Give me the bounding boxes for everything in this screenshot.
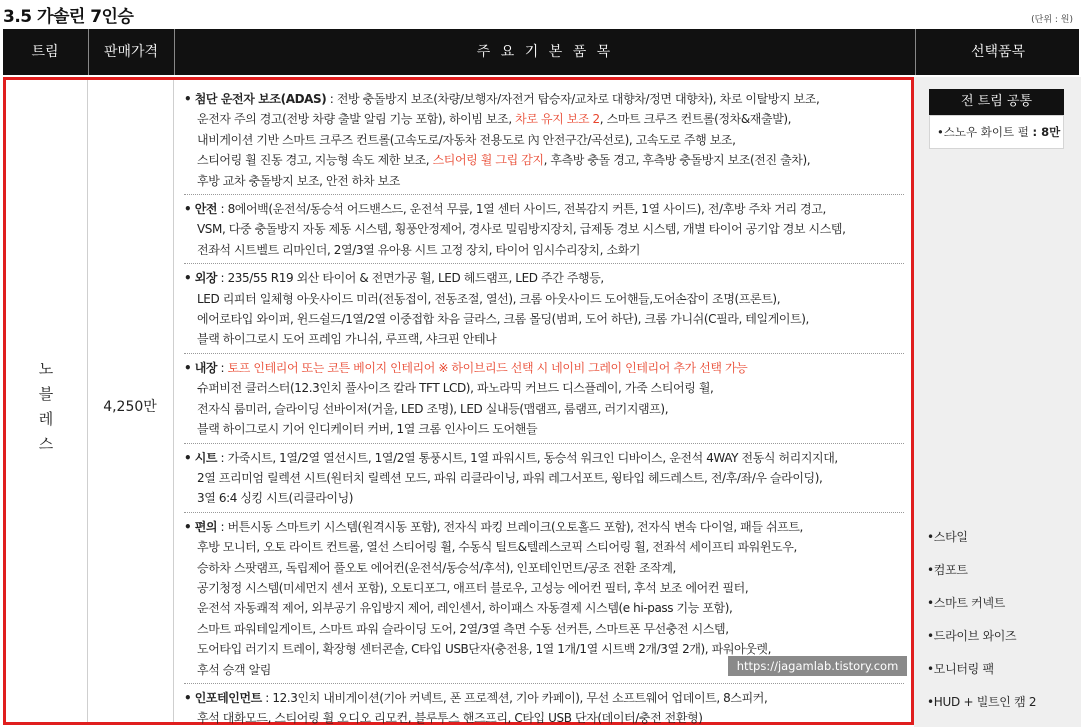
section-label: 편의: [194, 519, 218, 534]
section-text: 3열 6:4 싱킹 시트(리클라이닝): [197, 491, 354, 506]
section-text: 도어타입 러기지 트레이, 확장형 센터콘솔, C타입 USB단자(충전용, 1열 1개/1열 시트백 2개/3열 2개), 파워아웃렛,: [197, 642, 772, 657]
section-text: 전자식 룸미러, 슬라이딩 선바이저(거울, LED 조명), LED 실내등(맵램프, 룸램프, 러기지램프),: [197, 401, 669, 416]
section-text: , 후측방 충돌 경고, 후측방 충돌방지 보조(전진 출차),: [543, 153, 811, 168]
section-text: 후석 승객 알림: [197, 662, 271, 677]
option-item: •스마트 커넥트: [927, 596, 1006, 610]
common-option-item: [929, 115, 1064, 149]
section-text: 스마트 파워테일게이트, 스마트 파워 슬라이딩 도어, 2열/3열 측면 수동 선커튼, 스마트폰 무선충전 시스템,: [197, 621, 729, 636]
section-divider: [184, 512, 904, 513]
section-text: 스티어링 휠 진동 경고, 지능형 속도 제한 보조,: [197, 153, 433, 168]
section-divider: [184, 263, 904, 264]
unit-note: (단위 : 원): [1031, 15, 1073, 25]
trim-name: [36, 357, 56, 457]
section-text: 전좌석 시트벨트 리마인더, 2열/3열 유아용 시트 고정 장치, 타이어 임시수리장치, 소화기: [197, 242, 641, 257]
section-text: 운전자 주의 경고(전방 차량 출발 알림 기능 포함), 하이빔 보조,: [197, 112, 516, 127]
bullet: •: [184, 519, 192, 534]
common-option-price: : 8만: [1032, 125, 1061, 139]
page-title: 3.5 가솔린 7인승: [3, 7, 134, 27]
option-item: •모니터링 팩: [927, 662, 994, 676]
section-exterior: [184, 268, 904, 350]
section-adas: [184, 89, 904, 191]
option-item: •컴포트: [927, 563, 968, 577]
section-text: 후방 모니터, 오토 라이트 컨트롤, 열선 스티어링 휠, 수동식 틸트&텔레스코픽 스티어링 휠, 전좌석 세이프티 파워윈도우,: [197, 540, 797, 555]
section-text: 슈퍼비전 클러스터(12.3인치 풀사이즈 칼라 TFT LCD), 파노라믹 커브드 디스플레이, 가죽 스티어링 휠,: [197, 381, 714, 396]
section-text: 블랙 하이그로시 기어 인디케이터 커버, 1열 크롬 인사이드 도어핸들: [197, 422, 538, 437]
section-text: 블랙 하이그로시 도어 프레임 가니쉬, 루프랙, 샤크핀 안테나: [197, 332, 497, 347]
option-item: •드라이브 와이즈: [927, 629, 1017, 643]
section-text: : 235/55 R19 외산 타이어 & 전면가공 휠, LED 헤드램프, LED 주간 주행등,: [217, 271, 604, 286]
bullet: •: [184, 271, 192, 286]
section-text: : 버튼시동 스마트키 시스템(원격시동 포함), 전자식 파킹 브레이크(오토홀드 포함), 전자식 변속 다이얼, 패들 쉬프트,: [217, 519, 803, 534]
section-text: 후석 대화모드, 스티어링 휠 오디오 리모컨, 블루투스 핸즈프리, C타입 USB 단자(데이터/충전 전환형): [197, 711, 703, 726]
trim-name-char: 스: [38, 435, 54, 453]
section-text: : 전방 충돌방지 보조(차량/보행자/자전거 탑승자/교차로 대향차/정면 대향차), 차로 이탈방지 보조,: [326, 92, 820, 106]
header-price: 판매가격: [103, 44, 159, 60]
trim-name-char: 블: [38, 385, 54, 403]
section-text: 2열 프리미엄 릴렉션 시트(원터치 릴렉션 모드, 파워 리클라이닝, 파워 레그서포트, 윙타입 헤드레스트, 전/후/좌/우 슬라이딩),: [197, 470, 823, 485]
section-safety: [184, 199, 904, 260]
header-trim: 트림: [31, 44, 59, 60]
header-main-items: 주 요 기 본 품 목: [476, 44, 614, 60]
header-options: 선택품목: [970, 44, 1026, 60]
option-item: •스타일: [927, 530, 968, 544]
trim-price: 4,250만: [103, 399, 157, 415]
main-items: [184, 89, 904, 727]
trim-name-char: 레: [38, 410, 54, 428]
bullet: •: [184, 92, 192, 106]
section-label: 외장: [194, 271, 218, 286]
section-text: 공기청정 시스템(미세먼지 센서 포함), 오토디포그, 애프터 블로우, 고성능 에어컨 필터, 후석 보조 에어컨 필터,: [197, 580, 749, 595]
bullet: •: [184, 360, 192, 375]
trim-name-char: 노: [38, 360, 54, 378]
section-text: : 8에어백(운전석/동승석 어드밴스드, 운전석 무릎, 1열 센터 사이드, 전복감지 커튼, 1열 사이드), 전/후방 주차 거리 경고,: [217, 202, 826, 217]
section-text: 후방 교차 충돌방지 보조, 안전 하차 보조: [197, 173, 400, 188]
section-text: 운전석 자동쾌적 제어, 외부공기 유입방지 제어, 레인센서, 하이패스 자동결제 시스템(e hi-pass 기능 포함),: [197, 601, 733, 616]
section-text: , 스마트 크루즈 컨트롤(정차&재출발),: [599, 112, 792, 127]
section-infotainment: [184, 688, 904, 727]
option-item: •HUD + 빌트인 캠 2: [927, 695, 1037, 709]
highlight-text: 토프 인테리어 또는 코튼 베이지 인테리어 ※ 하이브리드 선택 시 네이비 그레이 인테리어 추가 선택 가능: [227, 360, 748, 375]
section-label: 시트: [194, 450, 218, 465]
bullet: •: [184, 202, 192, 217]
section-text: :: [217, 360, 228, 375]
highlight-text: 스티어링 휠 그립 감지: [432, 153, 544, 168]
section-divider: [184, 194, 904, 195]
table-header: [3, 29, 1079, 75]
watermark: https://jagamlab.tistory.com: [728, 656, 907, 676]
section-interior: [184, 358, 904, 440]
section-text: VSM, 다중 충돌방지 자동 제동 시스템, 횡풍안정제어, 경사로 밀림방지장치, 급제동 경보 시스템, 개별 타이어 공기압 경보 시스템,: [197, 222, 846, 237]
section-text: LED 리피터 일체형 아웃사이드 미러(전동접이, 전동조절, 열선), 크롬 아웃사이드 도어핸들,도어손잡이 조명(프론트),: [197, 291, 781, 306]
highlight-text: 차로 유지 보조 2: [515, 112, 600, 127]
bullet: •: [184, 690, 192, 705]
section-divider: [184, 683, 904, 684]
option-list: [927, 526, 1077, 724]
section-label: 첨단 운전자 보조(ADAS): [194, 92, 327, 106]
bullet: •: [184, 450, 192, 465]
section-divider: [184, 443, 904, 444]
common-options-title: 전 트림 공통: [929, 89, 1064, 115]
header-divider: [915, 29, 916, 75]
section-divider: [184, 353, 904, 354]
section-label: 내장: [194, 360, 218, 375]
section-seat: [184, 448, 904, 509]
section-text: 승하차 스팟램프, 독립제어 풀오토 에어컨(운전석/동승석/후석), 인포테인먼트/공조 전환 조작계,: [197, 560, 676, 575]
section-text: 내비게이션 기반 스마트 크루즈 컨트롤(고속도로/자동차 전용도로 內 안전구간/곡선로), 고속도로 주행 보조,: [197, 132, 736, 147]
common-option-name: •스노우 화이트 펄: [937, 125, 1033, 139]
section-label: 안전: [194, 202, 218, 217]
section-text: : 12.3인치 내비게이션(기아 커넥트, 폰 프로젝션, 기아 카페이), 무선 소프트웨어 업데이트, 8스피커,: [261, 690, 768, 705]
section-label: 인포테인먼트: [194, 690, 262, 705]
section-text: : 가죽시트, 1열/2열 열선시트, 1열/2열 통풍시트, 1열 파워시트, 동승석 워크인 디바이스, 운전석 4WAY 전동식 허리지지대,: [217, 450, 838, 465]
section-text: 에어로타입 와이퍼, 윈드쉴드/1열/2열 이중접합 차음 글라스, 크롬 몰딩(범퍼, 도어 하단), 크롬 가니쉬(C필라, 테일게이트),: [197, 312, 809, 327]
